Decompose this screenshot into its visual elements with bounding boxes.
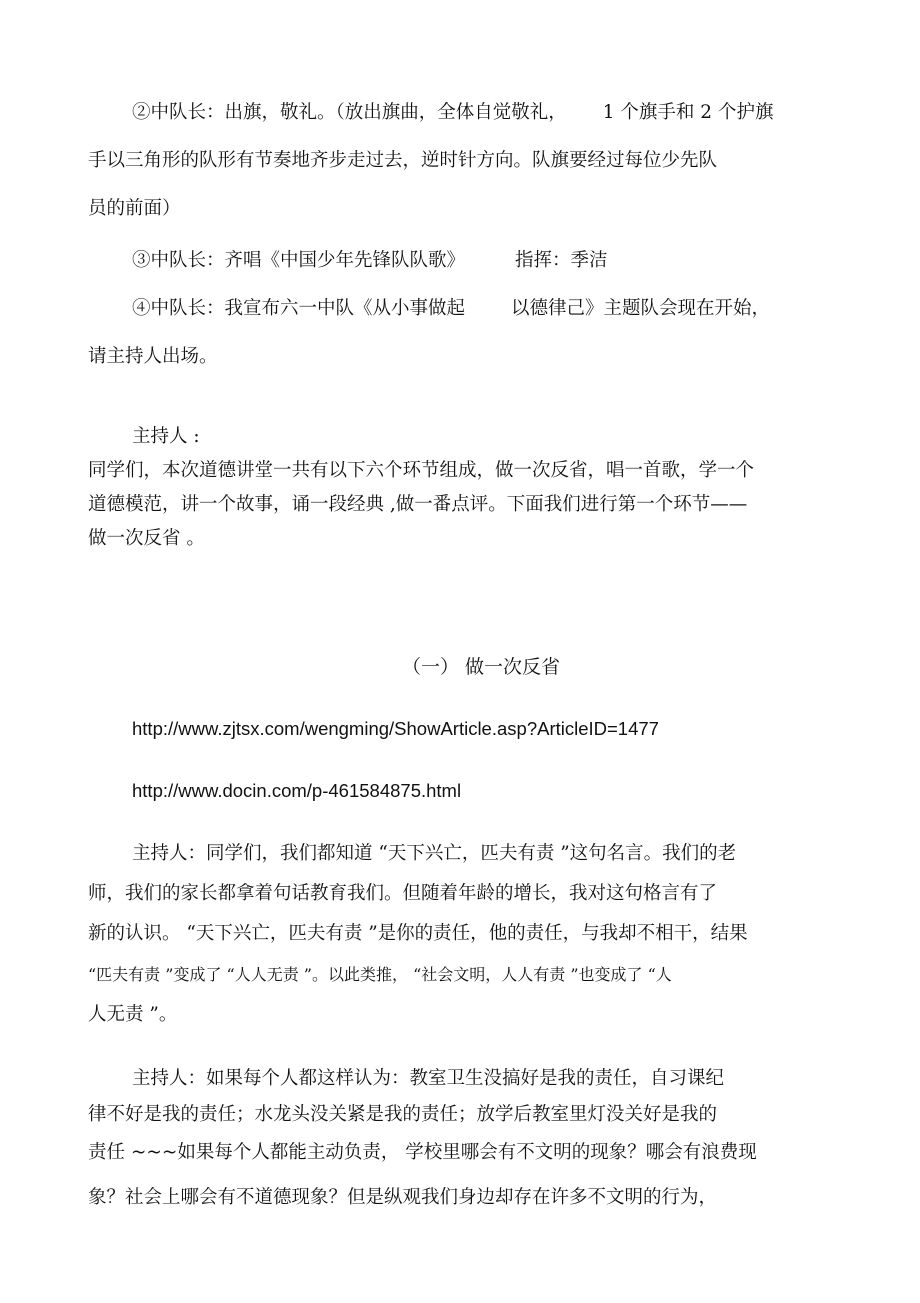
para4-line3: 新的认识。 “天下兴亡，匹夫有责 ”是你的责任，他的责任，与我却不相干，结果 [88, 923, 748, 944]
section-title: （一） 做一次反省 [402, 656, 561, 678]
para4-line2: 师，我们的家长都拿着句话教育我们。但随着年龄的增长，我对这句格言有了 [88, 883, 718, 904]
link-1[interactable]: http://www.zjtsx.com/wengming/ShowArticle.asp?ArticleID=1477 [132, 718, 659, 739]
para1-line1: ②中队长：出旗，敬礼。（放出旗曲，全体自觉敬礼， 1 个旗手和 2 个护旗 [132, 102, 774, 123]
para4-line4: “匹夫有责 ”变成了 “人人无责 ”。以此类推， “社会文明，人人有责 ”也变成了 “人 [88, 965, 672, 984]
para4-line5: 人无责 ”。 [88, 1004, 178, 1025]
para3-line1: ④中队长：我宣布六一中队《从小事做起 以德律己》主题队会现在开始， [132, 298, 771, 319]
para5-line2: 律不好是我的责任；水龙头没关紧是我的责任；放学后教室里灯没关好是我的 [88, 1104, 718, 1125]
para5-line1: 主持人：如果每个人都这样认为：教室卫生没搞好是我的责任，自习课纪 [132, 1068, 725, 1089]
para1-line3: 员的前面） [88, 198, 181, 219]
host-line1: 同学们，本次道德讲堂一共有以下六个环节组成，做一次反省，唱一首歌，学一个 [88, 460, 755, 481]
para5-line3: 责任 ~~~如果每个人都能主动负责， 学校里哪会有不文明的现象？哪会有浪费现 [88, 1142, 757, 1163]
host-label: 主持人 : [132, 426, 200, 447]
para2-line: ③中队长：齐唱《中国少年先锋队队歌》 指挥：季洁 [132, 250, 608, 271]
para5-line4: 象？社会上哪会有不道德现象？但是纵观我们身边却存在许多不文明的行为， [88, 1187, 718, 1208]
para3-line2: 请主持人出场。 [88, 346, 218, 367]
host-line3: 做一次反省 。 [88, 528, 205, 549]
para1-line2: 手以三角形的队形有节奏地齐步走过去，逆时针方向。队旗要经过每位少先队 [88, 150, 718, 171]
para4-line1: 主持人：同学们，我们都知道 “天下兴亡，匹夫有责 ”这句名言。我们的老 [132, 843, 737, 864]
link-2[interactable]: http://www.docin.com/p-461584875.html [132, 780, 462, 801]
host-line2: 道德模范，讲一个故事，诵一段经典 ,做一番点评。下面我们进行第一个环节—— [88, 494, 748, 515]
